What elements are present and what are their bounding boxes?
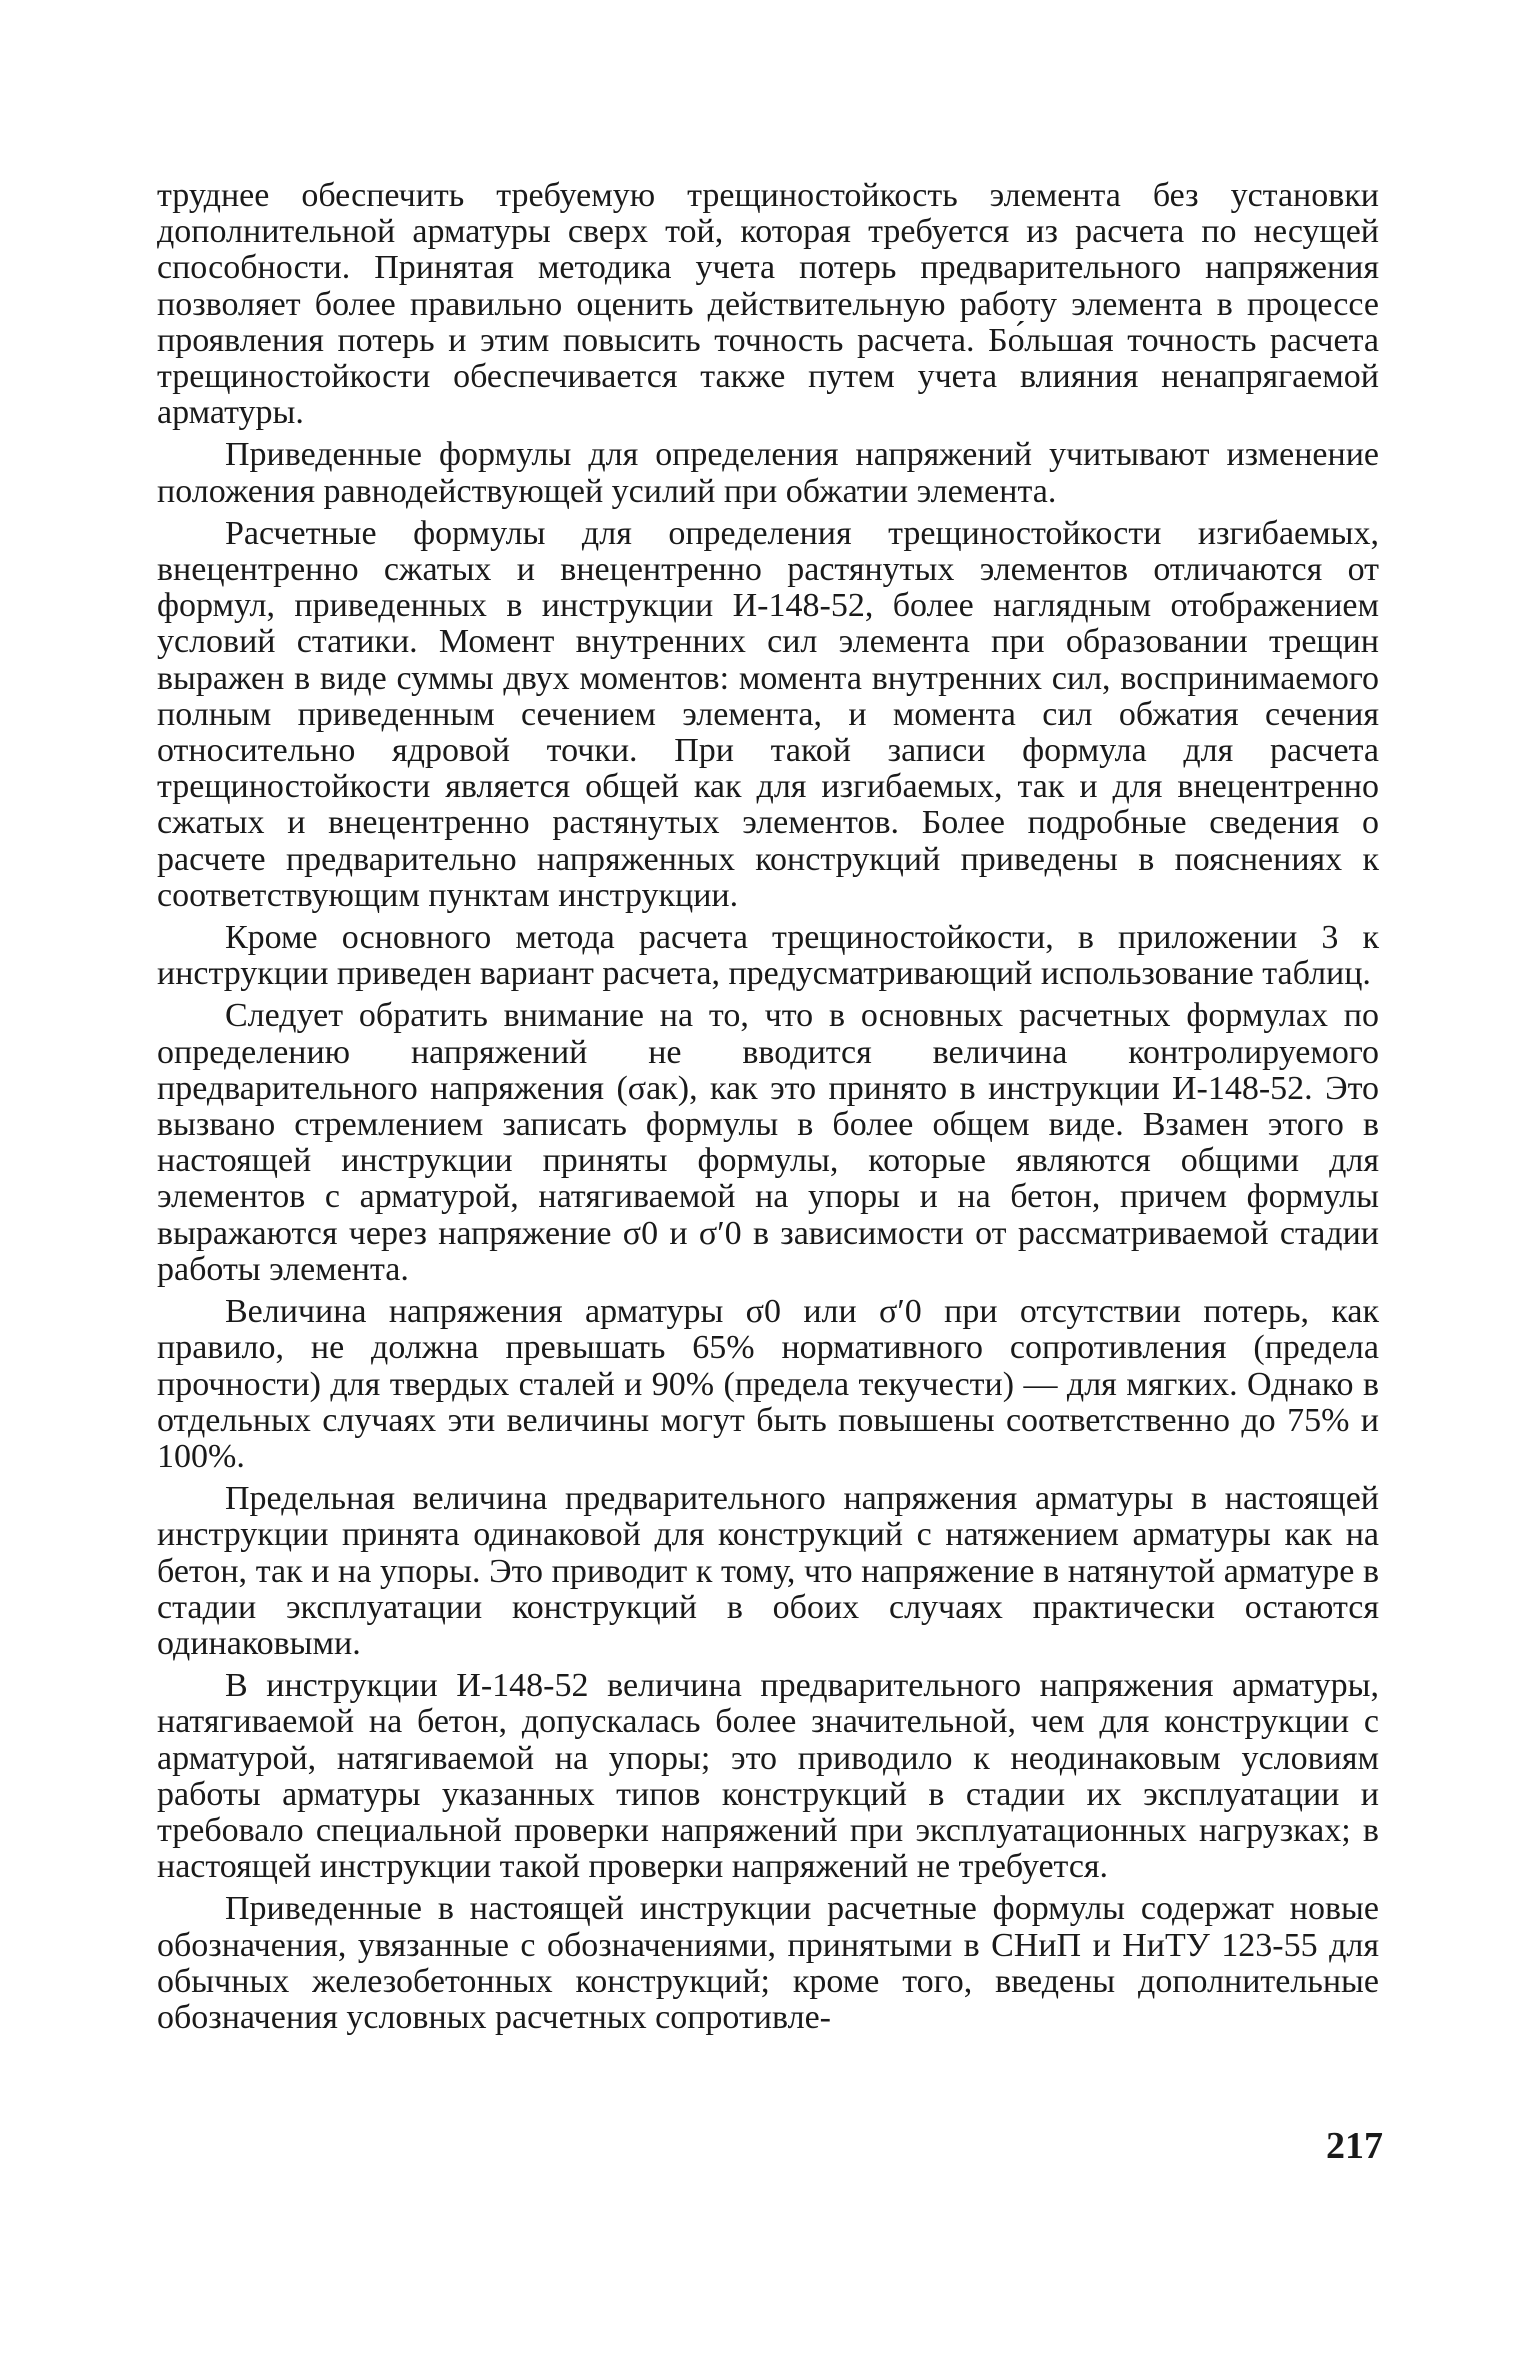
- paragraph-2: Приведенные формулы для определения напряжений учитывают изменение положения равнодействующей усилий при обжатии элемента.: [157, 436, 1379, 510]
- page-number: 217: [1326, 2125, 1383, 2167]
- paragraph-7: Предельная величина предварительного напряжения арматуры в настоящей инструкции принята одинаковой для конструкций с натяжением арматуры как на бетон, так и на упоры. Это приводит к тому, что напряжение в натянутой арматуре в стадии эксплуатации конструкций в обоих случаях практически остаются одинаковыми.: [157, 1480, 1379, 1662]
- paragraph-5: Следует обратить внимание на то, что в основных расчетных формулах по определению напряжений не вводится величина контролируемого предварительного напряжения (σак), как это принято в инструкции И-148-52. Это вызвано стремлением записать формулы в более общем виде. Взамен этого в настоящей инструкции приняты формулы, которые являются общими для элементов с арматурой, натягиваемой на упоры и на бетон, причем формулы выражаются через напряжение σ0 и σ′0 в зависимости от рассматриваемой стадии работы элемента.: [157, 997, 1379, 1288]
- page-body: [157, 178, 1379, 2042]
- paragraph-1: труднее обеспечить требуемую трещиностойкость элемента без установки дополнительной арматуры сверх той, которая требуется из расчета по несущей способности. Принятая методика учета потерь предварительного напряжения позволяет более правильно оценить действительную работу элемента в процессе проявления потерь и этим повысить точность расчета. Бо́льшая точность расчета трещиностойкости обеспечивается также путем учета влияния ненапрягаемой арматуры.: [157, 177, 1379, 432]
- paragraph-4: Кроме основного метода расчета трещиностойкости, в приложении 3 к инструкции приведен вариант расчета, предусматривающий использование таблиц.: [157, 919, 1379, 993]
- paragraph-8: В инструкции И-148-52 величина предварительного напряжения арматуры, натягиваемой на бетон, допускалась более значительной, чем для конструкции с арматурой, натягиваемой на упоры; это приводило к неодинаковым условиям работы арматуры указанных типов конструкций в стадии их эксплуатации и требовало специальной проверки напряжений при эксплуатационных нагрузках; в настоящей инструкции такой проверки напряжений не требуется.: [157, 1667, 1379, 1886]
- paragraph-3: Расчетные формулы для определения трещиностойкости изгибаемых, внецентренно сжатых и внецентренно растянутых элементов отличаются от формул, приведенных в инструкции И-148-52, более наглядным отображением условий статики. Момент внутренних сил элемента при образовании трещин выражен в виде суммы двух моментов: момента внутренних сил, воспринимаемого полным приведенным сечением элемента, и момента сил обжатия сечения относительно ядровой точки. При такой записи формула для расчета трещиностойкости является общей как для изгибаемых, так и для внецентренно сжатых и внецентренно растянутых элементов. Более подробные сведения о расчете предварительно напряженных конструкций приведены в пояснениях к соответствующим пунктам инструкции.: [157, 514, 1379, 914]
- paragraph-6: Величина напряжения арматуры σ0 или σ′0 при отсутствии потерь, как правило, не должна превышать 65% нормативного сопротивления (предела прочности) для твердых сталей и 90% (предела текучести) — для мягких. Однако в отдельных случаях эти величины могут быть повышены соответственно до 75% и 100%.: [157, 1293, 1379, 1475]
- paragraph-9: Приведенные в настоящей инструкции расчетные формулы содержат новые обозначения, увязанные с обозначениями, принятыми в СНиП и НиТУ 123-55 для обычных железобетонных конструкций; кроме того, введены дополнительные обозначения условных расчетных сопротивле-: [157, 1890, 1379, 2036]
